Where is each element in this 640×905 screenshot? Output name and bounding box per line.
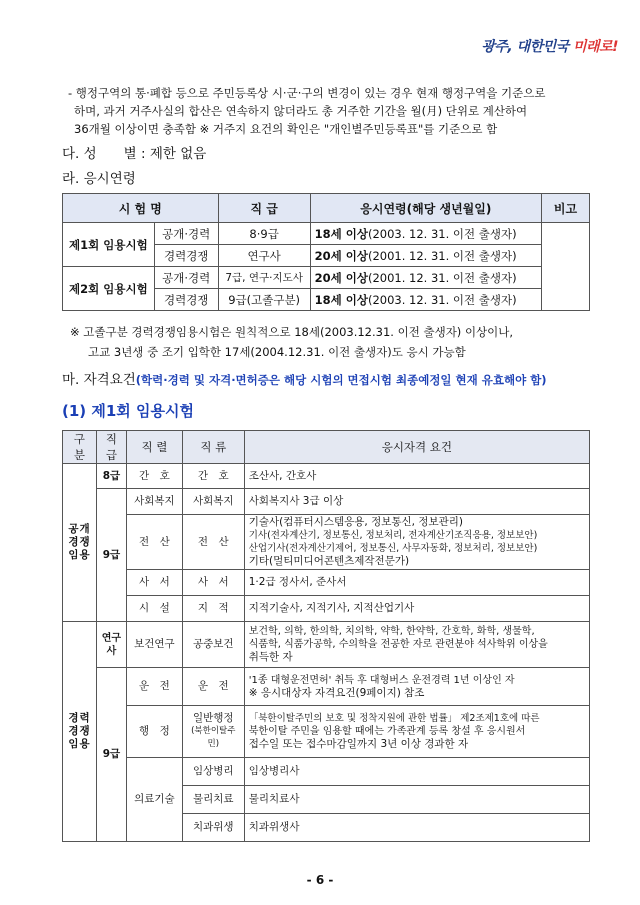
qualification-note: (학력·경력 및 자격·면허증은 해당 시험의 면접시험 최종예정일 현재 유효해야 함) xyxy=(135,373,547,387)
requirement: 1·2급 정사서, 준사서 xyxy=(244,570,589,596)
series: 사 서 xyxy=(126,570,182,596)
grade: 8·9급 xyxy=(218,223,310,245)
residence-note xyxy=(68,84,594,138)
section-age: 라. 응시연령 xyxy=(62,171,136,187)
footnote-line: 고교 3년생 중 조기 입학한 17세(2004.12.31. 이전 출생자)도 응시 가능함 xyxy=(88,345,466,359)
age-requirement: 18세 이상(2003. 12. 31. 이전 출생자) xyxy=(310,289,541,311)
requirement: 물리치료사 xyxy=(244,786,589,814)
series: 운 전 xyxy=(126,668,182,706)
age-requirement: 20세 이상(2001. 12. 31. 이전 출생자) xyxy=(310,267,541,289)
series: 전 산 xyxy=(126,515,182,570)
class: 물리치료 xyxy=(182,786,244,814)
series: 보건연구 xyxy=(126,622,182,668)
note-line: 하며, 과거 거주사실의 합산은 연속하지 않더라도 총 거주한 기간을 월(月) 단위로 계산하여 xyxy=(74,104,528,118)
class: 운 전 xyxy=(182,668,244,706)
header-grade: 직급 xyxy=(96,431,126,464)
class: 치과위생 xyxy=(182,814,244,842)
header-series: 직 렬 xyxy=(126,431,182,464)
brand-logo xyxy=(481,36,618,56)
grade: 7급, 연구·지도사 xyxy=(218,267,310,289)
grade: 8급 xyxy=(96,464,126,489)
grade: 9급 xyxy=(96,489,126,622)
exam-type: 경력경쟁 xyxy=(154,245,218,267)
table-row xyxy=(63,464,590,489)
requirement: 치과위생사 xyxy=(244,814,589,842)
class: 간 호 xyxy=(182,464,244,489)
age-footnote xyxy=(70,322,600,362)
header-category: 구 분 xyxy=(63,431,97,464)
header-requirement: 응시자격 요건 xyxy=(244,431,589,464)
note-cell xyxy=(542,223,590,311)
note-line: 36개월 이상이면 충족함 ※ 거주지 요건의 확인은 "개인별주민등록표"를 기준으로 함 xyxy=(74,122,498,136)
table-row xyxy=(63,515,590,570)
series: 행 정 xyxy=(126,706,182,758)
header-class: 직 류 xyxy=(182,431,244,464)
series: 간 호 xyxy=(126,464,182,489)
category-career: 경력경쟁임용 xyxy=(63,622,97,842)
table-row xyxy=(63,668,590,706)
table-row xyxy=(63,570,590,596)
qualification-title: 마. 자격요건 xyxy=(62,372,136,388)
table-row xyxy=(63,622,590,668)
qualification-table xyxy=(62,430,590,842)
table-row xyxy=(63,706,590,758)
class: 일반행정 (북한이탈주민) xyxy=(182,706,244,758)
class: 사 서 xyxy=(182,570,244,596)
requirement: 지적기술사, 지적기사, 지적산업기사 xyxy=(244,596,589,622)
requirement: 「북한이탈주민의 보호 및 정착지원에 관한 법률」 제2조제1호에 따른 북한이탈 주민을 임용할 때에는 가족관계 등록 창설 후 응시원서 접수일 또는 접수마감일까지 3년 이상 경과한 자 xyxy=(244,706,589,758)
logo-part1: 광주, 대한민국 xyxy=(481,39,569,55)
section-gender: 다. 성 별 : 제한 없음 xyxy=(62,146,207,162)
requirement: 사회복지사 3급 이상 xyxy=(244,489,589,515)
footnote-line: ※ 고졸구분 경력경쟁임용시험은 원칙적으로 18세(2003.12.31. 이전 출생자) 이상이나, xyxy=(70,325,514,339)
exam-name: 제2회 임용시험 xyxy=(63,267,155,311)
grade: 연구사 xyxy=(218,245,310,267)
header-note: 비고 xyxy=(542,194,590,223)
exam-type: 경력경쟁 xyxy=(154,289,218,311)
class: 공중보건 xyxy=(182,622,244,668)
class: 전 산 xyxy=(182,515,244,570)
table-row xyxy=(63,223,590,245)
age-table xyxy=(62,193,590,311)
requirement: 기술사(컴퓨터시스템응용, 정보통신, 정보관리) 기사(전자계산기, 정보통신, 정보처리, 전자계산기조직응용, 정보보안) 산업기사(전자계산기제어, 정보통신, 사무자동화, 정보처리, 정보보안) 기타(멀티미디어콘텐츠제작전문가) xyxy=(244,515,589,570)
table-row xyxy=(63,758,590,786)
table-row xyxy=(63,596,590,622)
subsection-title: (1) 제1회 임용시험 xyxy=(62,402,194,420)
table-row xyxy=(63,267,590,289)
age-requirement: 18세 이상(2003. 12. 31. 이전 출생자) xyxy=(310,223,541,245)
category-open: 공개경쟁임용 xyxy=(63,464,97,622)
table-header-row xyxy=(63,431,590,464)
exam-type: 공개·경력 xyxy=(154,223,218,245)
class: 지 적 xyxy=(182,596,244,622)
table-header-row xyxy=(63,194,590,223)
header-exam: 시 험 명 xyxy=(63,194,219,223)
series: 시 설 xyxy=(126,596,182,622)
exam-name: 제1회 임용시험 xyxy=(63,223,155,267)
header-age: 응시연령(해당 생년월일) xyxy=(310,194,541,223)
series: 사회복지 xyxy=(126,489,182,515)
header-grade: 직 급 xyxy=(218,194,310,223)
page-number: - 6 - xyxy=(306,873,334,887)
grade: 연구사 xyxy=(96,622,126,668)
grade: 9급(고졸구분) xyxy=(218,289,310,311)
table-row xyxy=(63,489,590,515)
age-requirement: 20세 이상(2001. 12. 31. 이전 출생자) xyxy=(310,245,541,267)
section-qualification xyxy=(62,368,547,388)
logo-part2: 미래로! xyxy=(568,39,618,55)
grade: 9급 xyxy=(96,668,126,842)
class: 사회복지 xyxy=(182,489,244,515)
note-line: - 행정구역의 통·폐합 등으로 주민등록상 시·군·구의 변경이 있는 경우 현재 행정구역을 기준으로 xyxy=(68,86,546,100)
exam-type: 공개·경력 xyxy=(154,267,218,289)
requirement: '1종 대형운전면허' 취득 후 대형버스 운전경력 1년 이상인 자 ※ 응시대상자 자격요건(9페이지) 참조 xyxy=(244,668,589,706)
requirement: 조산사, 간호사 xyxy=(244,464,589,489)
series: 의료기술 xyxy=(126,758,182,842)
requirement: 보건학, 의학, 한의학, 치의학, 약학, 한약학, 간호학, 화학, 생물학, 식품학, 식품가공학, 수의학을 전공한 자로 관련분야 석사학위 이상을 취득한 자 xyxy=(244,622,589,668)
requirement: 임상병리사 xyxy=(244,758,589,786)
class: 임상병리 xyxy=(182,758,244,786)
